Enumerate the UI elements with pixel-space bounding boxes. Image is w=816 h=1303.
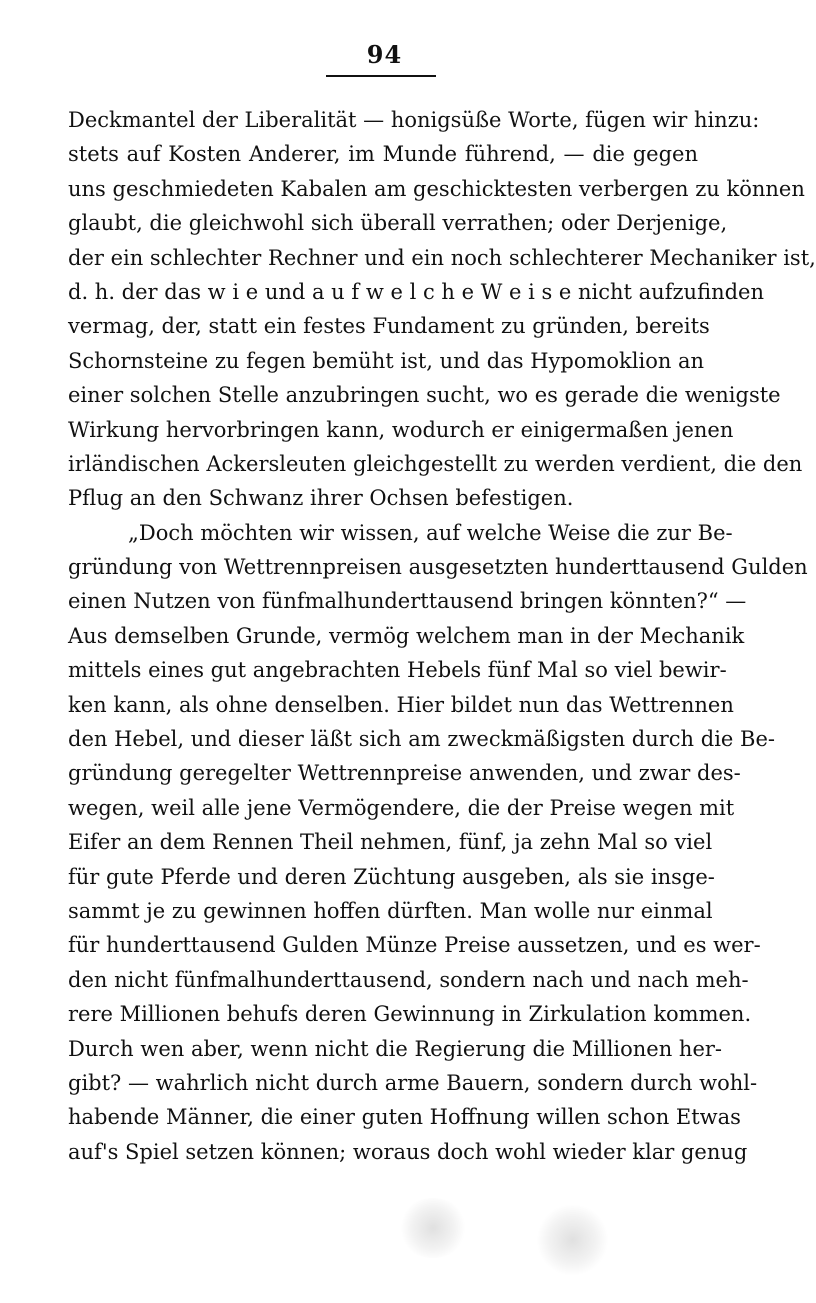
text-line: mittels eines gut angebrachten Hebels fünf Mal so viel bewir- (68, 658, 727, 683)
text-line: rere Millionen behufs deren Gewinnung in Zirkulation kommen. (68, 1002, 752, 1027)
text-line: sammt je zu gewinnen hoffen dürften. Man wolle nur einmal (68, 898, 713, 923)
text-line: der ein schlechter Rechner und ein noch schlechterer Mechaniker ist, (68, 245, 816, 270)
text-line: den Hebel, und dieser läßt sich am zweckmäßigsten durch die Be- (68, 727, 775, 752)
paper-smudge (398, 1198, 468, 1258)
page-number: 94 (366, 40, 403, 69)
text-line: für hunderttausend Gulden Münze Preise aussetzen, und es wer- (68, 933, 761, 958)
text-line: den nicht fünfmalhunderttausend, sondern nach und nach meh- (68, 967, 749, 992)
text-line: Aus demselben Grunde, vermög welchem man in der Mechanik (68, 623, 745, 648)
text-line: für gute Pferde und deren Züchtung ausgeben, als sie insge- (68, 864, 715, 889)
text-line: auf's Spiel setzen können; woraus doch wohl wieder klar genug (68, 1139, 748, 1164)
text-line: uns geschmiedeten Kabalen am geschicktesten verbergen zu können (68, 176, 805, 201)
text-line: gibt? — wahrlich nicht durch arme Bauern, sondern durch wohl- (68, 1070, 758, 1095)
text-line: Durch wen aber, wenn nicht die Regierung die Millionen her- (68, 1036, 723, 1061)
text-line: Wirkung hervorbringen kann, wodurch er einigermaßen jenen (68, 417, 734, 442)
text-line: d. h. der das w i e und a u f w e l c h e W e i s e nicht aufzufinden (68, 279, 764, 304)
text-line: Deckmantel der Liberalität — honigsüße Worte, fügen wir hinzu: (68, 108, 760, 132)
text-line: ken kann, als ohne denselben. Hier bildet nun das Wettrennen (68, 692, 734, 717)
text-line: Eifer an dem Rennen Theil nehmen, fünf, ja zehn Mal so viel (68, 830, 713, 855)
text-line: habende Männer, die einer guten Hoffnung willen schon Etwas (68, 1105, 741, 1130)
paper-smudge (535, 1205, 610, 1275)
text-line: einen Nutzen von fünfmalhunderttausend bringen könnten?“ — (68, 589, 747, 614)
text-line: glaubt, die gleichwohl sich überall verrathen; oder Derjenige, (68, 211, 728, 236)
text-line: Schornsteine zu fegen bemüht ist, und das Hypomoklion an (68, 348, 705, 373)
text-line: irländischen Ackersleuten gleichgestellt zu werden verdient, die den (68, 451, 803, 476)
text-line: stets auf Kosten Anderer, im Munde führend, — die gegen (68, 142, 698, 167)
text-line: gründung von Wettrennpreisen ausgesetzten hunderttausend Gulden (68, 555, 808, 580)
paragraph-first-line: „Doch möchten wir wissen, auf welche Weise die zur Be- (128, 520, 733, 545)
text-line: vermag, der, statt ein festes Fundament zu gründen, bereits (68, 314, 710, 339)
header-rule (326, 75, 436, 77)
text-line: wegen, weil alle jene Vermögendere, die der Preise wegen mit (68, 795, 735, 820)
text-line: Pflug an den Schwanz ihrer Ochsen befestigen. (68, 486, 574, 511)
text-line: einer solchen Stelle anzubringen sucht, wo es gerade die wenigste (68, 383, 781, 408)
text-line: gründung geregelter Wettrennpreise anwenden, und zwar des- (68, 761, 741, 786)
text-body (68, 103, 816, 1169)
